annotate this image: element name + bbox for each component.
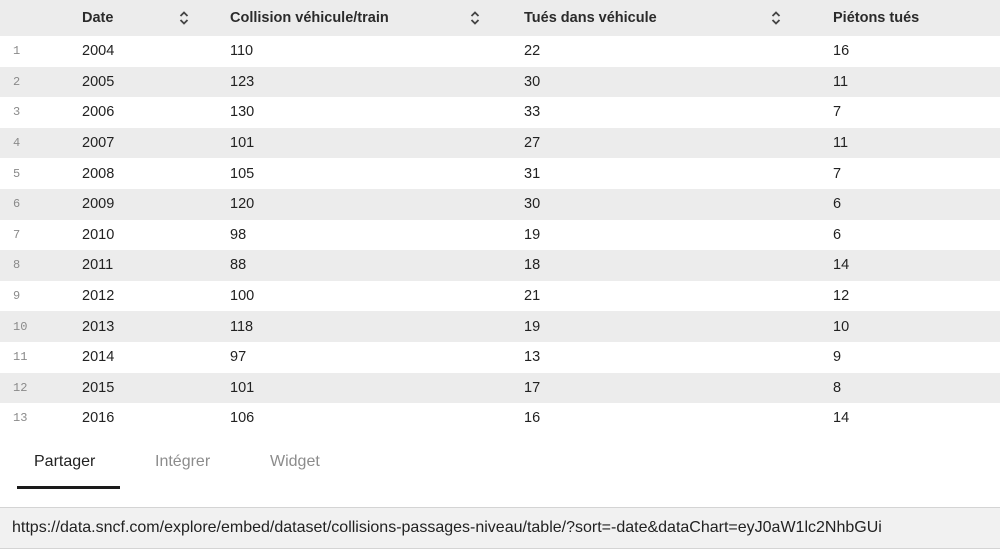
share-url-field[interactable] bbox=[0, 507, 1000, 549]
table-cell-collision: 123 bbox=[230, 73, 255, 90]
table-cell-pietons: 6 bbox=[833, 196, 842, 213]
table-row[interactable] bbox=[0, 158, 1000, 189]
row-number: 13 bbox=[13, 411, 28, 426]
tab-widget[interactable]: Widget bbox=[270, 453, 320, 470]
table-row[interactable] bbox=[0, 128, 1000, 159]
table-header-row bbox=[0, 0, 1000, 36]
sort-icon[interactable] bbox=[771, 10, 781, 26]
table-cell-pietons: 12 bbox=[833, 288, 850, 305]
table-cell-tues_vehicule: 17 bbox=[524, 379, 541, 396]
header-tues-vehicule[interactable] bbox=[524, 0, 833, 36]
table-cell-pietons: 11 bbox=[833, 73, 849, 90]
table-cell-collision: 130 bbox=[230, 104, 255, 121]
row-number: 2 bbox=[13, 74, 21, 89]
share-url-text[interactable]: https://data.sncf.com/explore/embed/dataset/collisions-passages-niveau/table/?sort=-date&dataChart=eyJ0aW1lc2NhbGUi bbox=[12, 519, 882, 536]
row-number: 7 bbox=[13, 227, 21, 242]
table-cell-collision: 110 bbox=[230, 43, 254, 60]
table-row[interactable] bbox=[0, 342, 1000, 373]
table-row[interactable] bbox=[0, 67, 1000, 98]
table-cell-collision: 100 bbox=[230, 288, 255, 305]
table-cell-date: 2004 bbox=[82, 43, 115, 60]
table-cell-pietons: 10 bbox=[833, 318, 850, 335]
row-number: 1 bbox=[13, 44, 21, 59]
table-cell-collision: 101 bbox=[230, 379, 255, 396]
table-cell-pietons: 11 bbox=[833, 135, 849, 152]
table-body bbox=[0, 36, 1000, 434]
header-collision-label: Collision véhicule/train bbox=[230, 10, 389, 26]
table-cell-tues_vehicule: 19 bbox=[524, 318, 541, 335]
table-row[interactable] bbox=[0, 220, 1000, 251]
header-date-label: Date bbox=[82, 10, 114, 26]
sort-icon[interactable] bbox=[179, 10, 189, 26]
tab-partager[interactable]: Partager bbox=[34, 453, 96, 470]
table-cell-pietons: 14 bbox=[833, 410, 850, 427]
table-cell-date: 2009 bbox=[82, 196, 115, 213]
table-row[interactable] bbox=[0, 189, 1000, 220]
table-cell-collision: 106 bbox=[230, 410, 255, 427]
table-cell-collision: 98 bbox=[230, 226, 247, 243]
table-cell-date: 2012 bbox=[82, 288, 115, 305]
table-row[interactable] bbox=[0, 36, 1000, 67]
table-cell-tues_vehicule: 19 bbox=[524, 226, 541, 243]
table-cell-collision: 120 bbox=[230, 196, 255, 213]
header-rownum bbox=[0, 0, 82, 36]
table-cell-tues_vehicule: 30 bbox=[524, 196, 541, 213]
table-cell-pietons: 14 bbox=[833, 257, 850, 274]
table-cell-tues_vehicule: 18 bbox=[524, 257, 541, 274]
table-cell-pietons: 9 bbox=[833, 349, 842, 366]
table-row[interactable] bbox=[0, 403, 1000, 434]
row-number: 9 bbox=[13, 289, 21, 304]
table-cell-tues_vehicule: 27 bbox=[524, 135, 541, 152]
table-cell-tues_vehicule: 31 bbox=[524, 165, 541, 182]
table-cell-date: 2013 bbox=[82, 318, 115, 335]
table-cell-pietons: 7 bbox=[833, 104, 842, 121]
share-tabs bbox=[0, 440, 1000, 490]
table-cell-date: 2014 bbox=[82, 349, 115, 366]
row-number: 12 bbox=[13, 380, 28, 395]
header-tues-vehicule-label: Tués dans véhicule bbox=[524, 10, 657, 26]
table-cell-date: 2006 bbox=[82, 104, 115, 121]
table-cell-collision: 97 bbox=[230, 349, 247, 366]
table-cell-collision: 105 bbox=[230, 165, 255, 182]
table-row[interactable] bbox=[0, 281, 1000, 312]
table-cell-date: 2011 bbox=[82, 257, 114, 274]
table-cell-date: 2005 bbox=[82, 73, 115, 90]
table-cell-date: 2016 bbox=[82, 410, 115, 427]
table-row[interactable] bbox=[0, 97, 1000, 128]
row-number: 5 bbox=[13, 166, 21, 181]
row-number: 3 bbox=[13, 105, 21, 120]
table-cell-date: 2010 bbox=[82, 226, 115, 243]
header-collision[interactable] bbox=[230, 0, 524, 36]
row-number: 11 bbox=[13, 350, 28, 365]
table-cell-tues_vehicule: 22 bbox=[524, 43, 541, 60]
table-cell-tues_vehicule: 13 bbox=[524, 349, 541, 366]
table-row[interactable] bbox=[0, 373, 1000, 404]
table-cell-pietons: 6 bbox=[833, 226, 842, 243]
table-row[interactable] bbox=[0, 311, 1000, 342]
header-date[interactable] bbox=[82, 0, 230, 36]
table-cell-collision: 88 bbox=[230, 257, 247, 274]
header-pietons[interactable] bbox=[833, 0, 1000, 36]
table-cell-tues_vehicule: 33 bbox=[524, 104, 541, 121]
tab-integrer[interactable]: Intégrer bbox=[155, 453, 211, 470]
table-cell-date: 2015 bbox=[82, 379, 115, 396]
active-tab-indicator bbox=[17, 486, 120, 489]
table-cell-tues_vehicule: 21 bbox=[524, 288, 541, 305]
table-cell-collision: 101 bbox=[230, 135, 255, 152]
sort-icon[interactable] bbox=[470, 10, 480, 26]
table-cell-pietons: 7 bbox=[833, 165, 842, 182]
table-cell-date: 2007 bbox=[82, 135, 115, 152]
table-cell-date: 2008 bbox=[82, 165, 115, 182]
table-cell-collision: 118 bbox=[230, 318, 254, 335]
table-cell-pietons: 16 bbox=[833, 43, 850, 60]
table-cell-pietons: 8 bbox=[833, 379, 842, 396]
row-number: 4 bbox=[13, 136, 21, 151]
table-row[interactable] bbox=[0, 250, 1000, 281]
header-pietons-label: Piétons tués bbox=[833, 10, 920, 26]
row-number: 10 bbox=[13, 319, 28, 334]
table-cell-tues_vehicule: 16 bbox=[524, 410, 541, 427]
row-number: 6 bbox=[13, 197, 21, 212]
row-number: 8 bbox=[13, 258, 21, 273]
table-cell-tues_vehicule: 30 bbox=[524, 73, 541, 90]
